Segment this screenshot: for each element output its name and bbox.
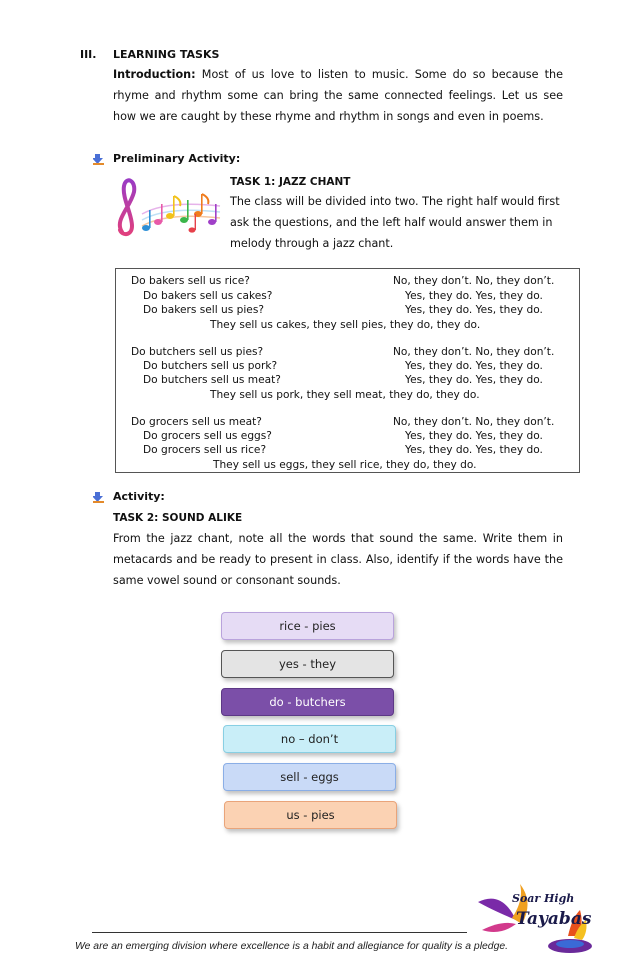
task2-description: From the jazz chant, note all the words that sound the same. Write them in metacards and be ready to present in class. Also, identify if the words have the same vowel sound or consonant sounds. — [113, 532, 563, 587]
section-title: LEARNING TASKS — [113, 48, 220, 61]
jazz-chant-box — [115, 268, 580, 473]
chant-answer: Yes, they do. Yes, they do. — [405, 430, 543, 442]
metacard — [221, 688, 394, 716]
music-notes-image — [112, 170, 224, 242]
introduction-text: Most of us love to listen to music. Some do so because the rhyme and rhythm some can bring the same connected feelings. Let us see how we are caught by these rhyme and rhythm in songs and even in poems. — [113, 68, 564, 123]
metacard-label: rice - pies — [279, 619, 336, 633]
metacard — [221, 612, 394, 640]
chant-answer: Yes, they do. Yes, they do. — [405, 360, 543, 372]
chant-question: Do grocers sell us eggs? — [143, 430, 272, 442]
preliminary-heading-row — [93, 152, 240, 165]
chant-refrain: They sell us cakes, they sell pies, they do, they do. — [210, 319, 481, 331]
metacard — [223, 763, 396, 791]
arrow-bullet-icon — [93, 153, 105, 165]
chant-question: Do butchers sell us pies? — [131, 346, 264, 358]
metacard — [221, 650, 394, 678]
chant-question: Do butchers sell us pork? — [143, 360, 278, 372]
chant-question: Do bakers sell us pies? — [143, 304, 264, 316]
metacard — [223, 725, 396, 753]
chant-answer: Yes, they do. Yes, they do. — [405, 304, 543, 316]
footer-text: We are an emerging division where excellence is a habit and allegiance for quality is a pledge. — [75, 941, 509, 952]
metacard-label: sell - eggs — [280, 770, 339, 784]
footer-divider — [92, 932, 467, 933]
chant-answer: No, they don’t. No, they don’t. — [393, 275, 555, 287]
chant-refrain: They sell us pork, they sell meat, they do, they do. — [210, 389, 480, 401]
chant-answer: Yes, they do. Yes, they do. — [405, 290, 543, 302]
task1-line: ask the questions, and the left half would answer them in — [230, 216, 553, 229]
arrow-bullet-icon — [93, 491, 105, 503]
activity-heading-row — [93, 490, 165, 503]
chant-answer: No, they don’t. No, they don’t. — [393, 346, 555, 358]
preliminary-heading: Preliminary Activity: — [113, 152, 241, 165]
metacard-label: yes - they — [278, 657, 336, 671]
chant-question: Do grocers sell us rice? — [143, 444, 267, 456]
metacard-label: us - pies — [286, 808, 335, 822]
metacard-label: do - butchers — [269, 695, 346, 709]
section-number: III. — [80, 48, 97, 61]
metacard-label: no – don’t — [280, 732, 339, 746]
activity-heading: Activity: — [113, 490, 165, 503]
logo-line2: Tayabas — [516, 909, 592, 929]
chant-question: Do bakers sell us rice? — [131, 275, 250, 287]
logo-line1: Soar High — [512, 892, 575, 905]
task1-description — [230, 191, 560, 254]
introduction-label: Introduction: — [113, 68, 196, 81]
task1-line: melody through a jazz chant. — [230, 237, 394, 250]
chant-answer: Yes, they do. Yes, they do. — [405, 444, 543, 456]
task1-title: TASK 1: JAZZ CHANT — [230, 176, 351, 188]
chant-question: Do butchers sell us meat? — [143, 374, 281, 386]
chant-answer: Yes, they do. Yes, they do. — [405, 374, 543, 386]
metacard — [224, 801, 397, 829]
chant-question: Do bakers sell us cakes? — [143, 290, 273, 302]
introduction-paragraph — [113, 64, 563, 127]
chant-answer: No, they don’t. No, they don’t. — [393, 416, 555, 428]
task1-line: The class will be divided into two. The right half would first — [230, 195, 560, 208]
task2-title: TASK 2: SOUND ALIKE — [113, 512, 243, 524]
chant-question: Do grocers sell us meat? — [131, 416, 262, 428]
chant-refrain: They sell us eggs, they sell rice, they do, they do. — [213, 459, 477, 471]
